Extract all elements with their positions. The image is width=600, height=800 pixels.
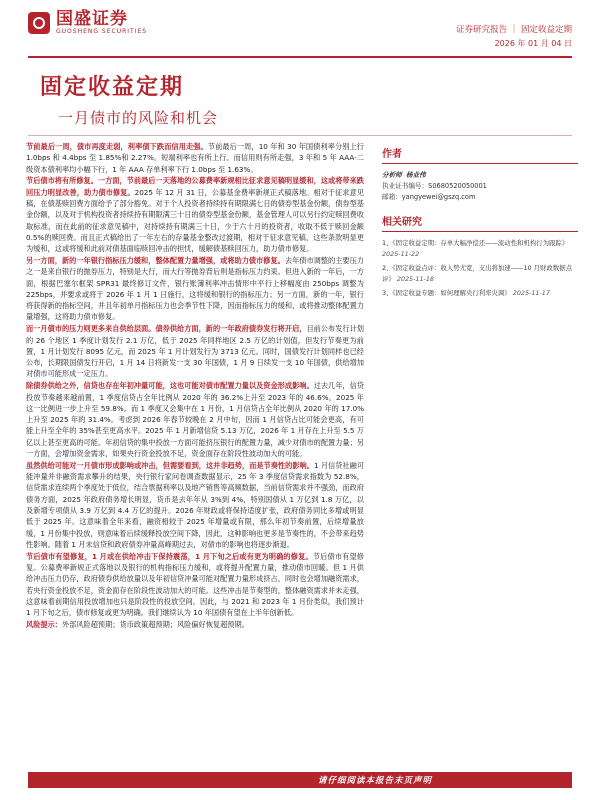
paragraph-lead: 节后债市有望修复，1 月或在供给冲击下保持震荡，1 月下旬之后或有更为明确的修复。 bbox=[26, 551, 313, 561]
related-item[interactable] bbox=[382, 263, 578, 285]
page-subtitle: 一月债市的风险和机会 bbox=[58, 109, 219, 127]
related-num: 3、 bbox=[382, 289, 393, 297]
title-divider bbox=[28, 135, 572, 136]
logo-name: 国盛证券 bbox=[56, 9, 128, 29]
related-date: 2025-11-18 bbox=[396, 275, 434, 283]
author-heading: 作者 bbox=[382, 145, 578, 164]
related-date: 2025-11-22 bbox=[382, 250, 420, 258]
paragraph-lead: 节前最后一周，债市再度走弱，利率债下跌而信用走强。 bbox=[26, 142, 208, 151]
paragraph bbox=[26, 323, 364, 379]
brand-logo bbox=[28, 10, 147, 35]
related-num: 1、 bbox=[382, 239, 393, 247]
author-name: 杨业伟 bbox=[405, 171, 426, 179]
author-label: 分析师 bbox=[382, 171, 402, 179]
sidebar bbox=[382, 145, 578, 302]
author-email[interactable]: 邮箱：yangyewei@gszq.com bbox=[382, 193, 476, 201]
paragraph bbox=[26, 460, 364, 550]
page-title: 固定收益定期 bbox=[40, 75, 185, 100]
paragraph-lead: 节后债市将有所修复。一方面，节前最后一天落地的公募费率新规相比征求意见稿明显缓和，这或将带来跌回压力明显改善，助力债市修复。 bbox=[26, 176, 364, 197]
logo-english: GUOSHENG SECURITIES bbox=[56, 28, 148, 35]
logo-icon bbox=[28, 12, 50, 34]
paragraph-body: 去年债市调整的主要压力之一是来自银行的抛券压力，特别是大行，而大行等抛券背后则是指标压力约束。但进入新的一年后，一方面，根据巴塞尔框架 SPR31 最终修订文件，银行账簿利率冲击情形中平行上移幅度由 250bps 调整为 225bps，并要求或将于 2026 年 1 月 1 日施行，这将缓和银行的指标压力；另一方面，新的一年，银行将获得新的指标空间，并且年初单月指标压力也会季节性下降，因而指标压力的缓和，或将推动整体配置力量增强，这将助力债市修复。 bbox=[26, 255, 364, 322]
related-title: 《固定收益定期：存单大幅净偿还——流动性和机构行为跟踪》 bbox=[392, 239, 569, 247]
related-heading: 相关研究 bbox=[382, 213, 578, 232]
paragraph-body: 节后债市有望修复。公募费率新规正式落地以及银行的机构指标压力缓和，或将提升配置力量，推动债市回暖。但 1 月供给冲击压力仍存，政府债券供给放量以及年初信贷冲量可能对配置力量形成挤占，同时也会增加融资需求，若央行资金投放不足，资金面存在阶段性波动加大的可能。这些冲击是节奏型的，整体融资需求并未走强，这意味着前期信用投放增加也只是阶段性的投放空间。因此，与 2021 和 2023 年 1 月份类似，我们预计 1 月下旬之后，债市修复或更为明确。我们继续认为 10 年国债有望在上半年创新低。 bbox=[26, 551, 364, 618]
report-date: 2026 年 01 月 04 日 bbox=[494, 39, 572, 48]
footer-banner bbox=[28, 772, 572, 788]
paragraph-lead: 风险提示： bbox=[26, 619, 62, 629]
paragraph bbox=[26, 380, 364, 459]
paragraph-body: 过去几年，信贷投放节奏越来越前置，1 季度信贷占全年比例从 2020 年的 36.2%上升至 2023 年的 46.6%，2025 年这一比例进一步上升至 59.8%。而 1 季度又会集中在 1 月份，1 月信贷占全年比例从 2020 年的 17.0%上升至 2025 年的 31.4%。考虑到 2026 年春节较晚在 2 月中旬，因而 1 月信贷占比可能会更高，有可能上升至全年的 35%甚至更高水平。2025 年 1 月新增信贷 5.13 万亿，2026 年 1 月存在上升至 5.5 万亿以上甚至更高的可能。年初信贷的集中投放一方面可能挤压银行的配置力量，减少对债市的配置力量；另一方面，会增加资金需求，如果央行资金投放不足，资金面存在阶段性波动加大的可能。 bbox=[26, 381, 364, 459]
risk-warning bbox=[26, 619, 364, 630]
related-title: 《固定收益点评：收入势尤宽，支出将加速——10 月财政数据点评》 bbox=[382, 264, 572, 283]
paragraph-lead: 另一方面，新的一年银行指标压力缓和，整体配置力量增强，或将助力债市修复。 bbox=[26, 255, 285, 265]
paragraph-lead: 除债券供给之外，信贷也存在年初冲量可能，这也可能对债市配置力量以及资金形成影响。 bbox=[26, 381, 314, 391]
paragraph-body: 2025 年 12 月 31 日，公募基金费率新规正式稿落地。相对于征求意见稿，在债基赎回费方面给予了部分豁免。对于个人投资者持续持有期限满七日的债券型基金份额，债券型基金份额，以及对于机构投资者持续持有期限满三十日的债券型基金份额，基金管理人可以另行约定赎回费收取标准，而在此前的征求意见稿中，对持续持有期满三十日，少于六十月的投资者，收取不低于赎回金额 0.5%的赎回费。而且正式稿给出了一年左右的存量基金整改过渡期，相对于征求意见稿，这些条款明显更为缓和，这或将缓和此前对债基面临赎回冲击的担忧，缓解债基赎回压力，助力债市修复。 bbox=[26, 187, 364, 254]
paragraph-body: 1 月信贷社融可能冲量并非融资需求攀升的结果，央行银行家问卷调查数据显示，25 年 3 季度信贷需求指数为 52.8%，信贷需求连续两个季度处于低位，结合票据利率以及地产销售等高频数据，当前信贷需求并不强劲，而政府债务方面，2025 年政府债务增长明显，货币是去年年从 3%到 4%，特别国债从 1 万亿到 1.8 万亿，以及新增专项债从 3.9 万亿到 4.4 万亿的提升。2026 年财政或将保持适度扩张，政府债务同比多增或明显低于 2025 年。这意味着全年来看，融资相较于 2025 年增量或有限，那么年初节奏前置，后续增量放缓，1 月份集中投放，则意味着后续缓释投放空间下降，因此，这种影响也更多是节奏性的，不会带来趋势性影响。随着 1 月末信贷和政府债券冲量高峰期过去，对债市的影响也将逐步渐退。 bbox=[26, 460, 365, 549]
author-name-line bbox=[382, 170, 578, 181]
paragraph-lead: 而一月债市的压力则更多来自供给层面。债券供给方面，新的一年政府债券发行将开启， bbox=[26, 324, 307, 334]
paragraph-body: 节前最后一周，10 年和 30 年国债利率分别上行 1.0bps 和 4.4bps 至 1.85%和 2.27%。短端利率也有所上行。而信用则有所走强，3 年和 5 年 AAA-二级资本债利率均小幅下行，1 年 AAA 存单利率下行 1.0bps 至 1.63%。 bbox=[26, 142, 364, 174]
paragraph-body: 目前公布发行计划的 26 个地区 1 季度计划发行 2.1 万亿，低于 2025 年同样地区 2.5 万亿的计划值，但发行节奏更为前置，1 月计划发行 8095 亿元，而 2025 年 1 月计划发行为 3713 亿元。同时，国债发行计划同样也已经公布，长期限国债发行开启，1 月 14 日将新发一支 30 年国债，1 月 9 日续发一支 10 年国债，供给增加对债市可能形成一定压力。 bbox=[26, 324, 364, 379]
paragraph bbox=[26, 255, 364, 323]
paragraph bbox=[26, 175, 364, 254]
related-item[interactable] bbox=[382, 288, 578, 299]
related-title: 《固定收益专题：如何理解央行利率央调》 bbox=[392, 289, 511, 297]
paragraph-lead: 虽然供给可能对一月债市形成影响或冲击，但需要看到，这并非趋势，而是节奏性的影响。 bbox=[26, 460, 314, 470]
page-header bbox=[0, 0, 600, 48]
paragraph bbox=[26, 141, 364, 175]
report-type: 证券研究报告 ｜ 固定收益定期 bbox=[456, 25, 572, 35]
related-num: 2、 bbox=[382, 264, 393, 272]
paragraph-body: 外部风险超预期；货币政策超预期；风险偏好恢复超预期。 bbox=[61, 619, 249, 629]
footer-disclaimer: 请仔细阅读本报告末页声明 bbox=[317, 776, 432, 786]
author-cert: 执业证书编号：S0680520050001 bbox=[382, 182, 487, 190]
main-body bbox=[26, 141, 364, 631]
paragraph bbox=[26, 551, 364, 619]
related-date: 2025-11-17 bbox=[512, 289, 550, 297]
header-divider bbox=[28, 56, 572, 58]
related-item[interactable] bbox=[382, 238, 578, 260]
